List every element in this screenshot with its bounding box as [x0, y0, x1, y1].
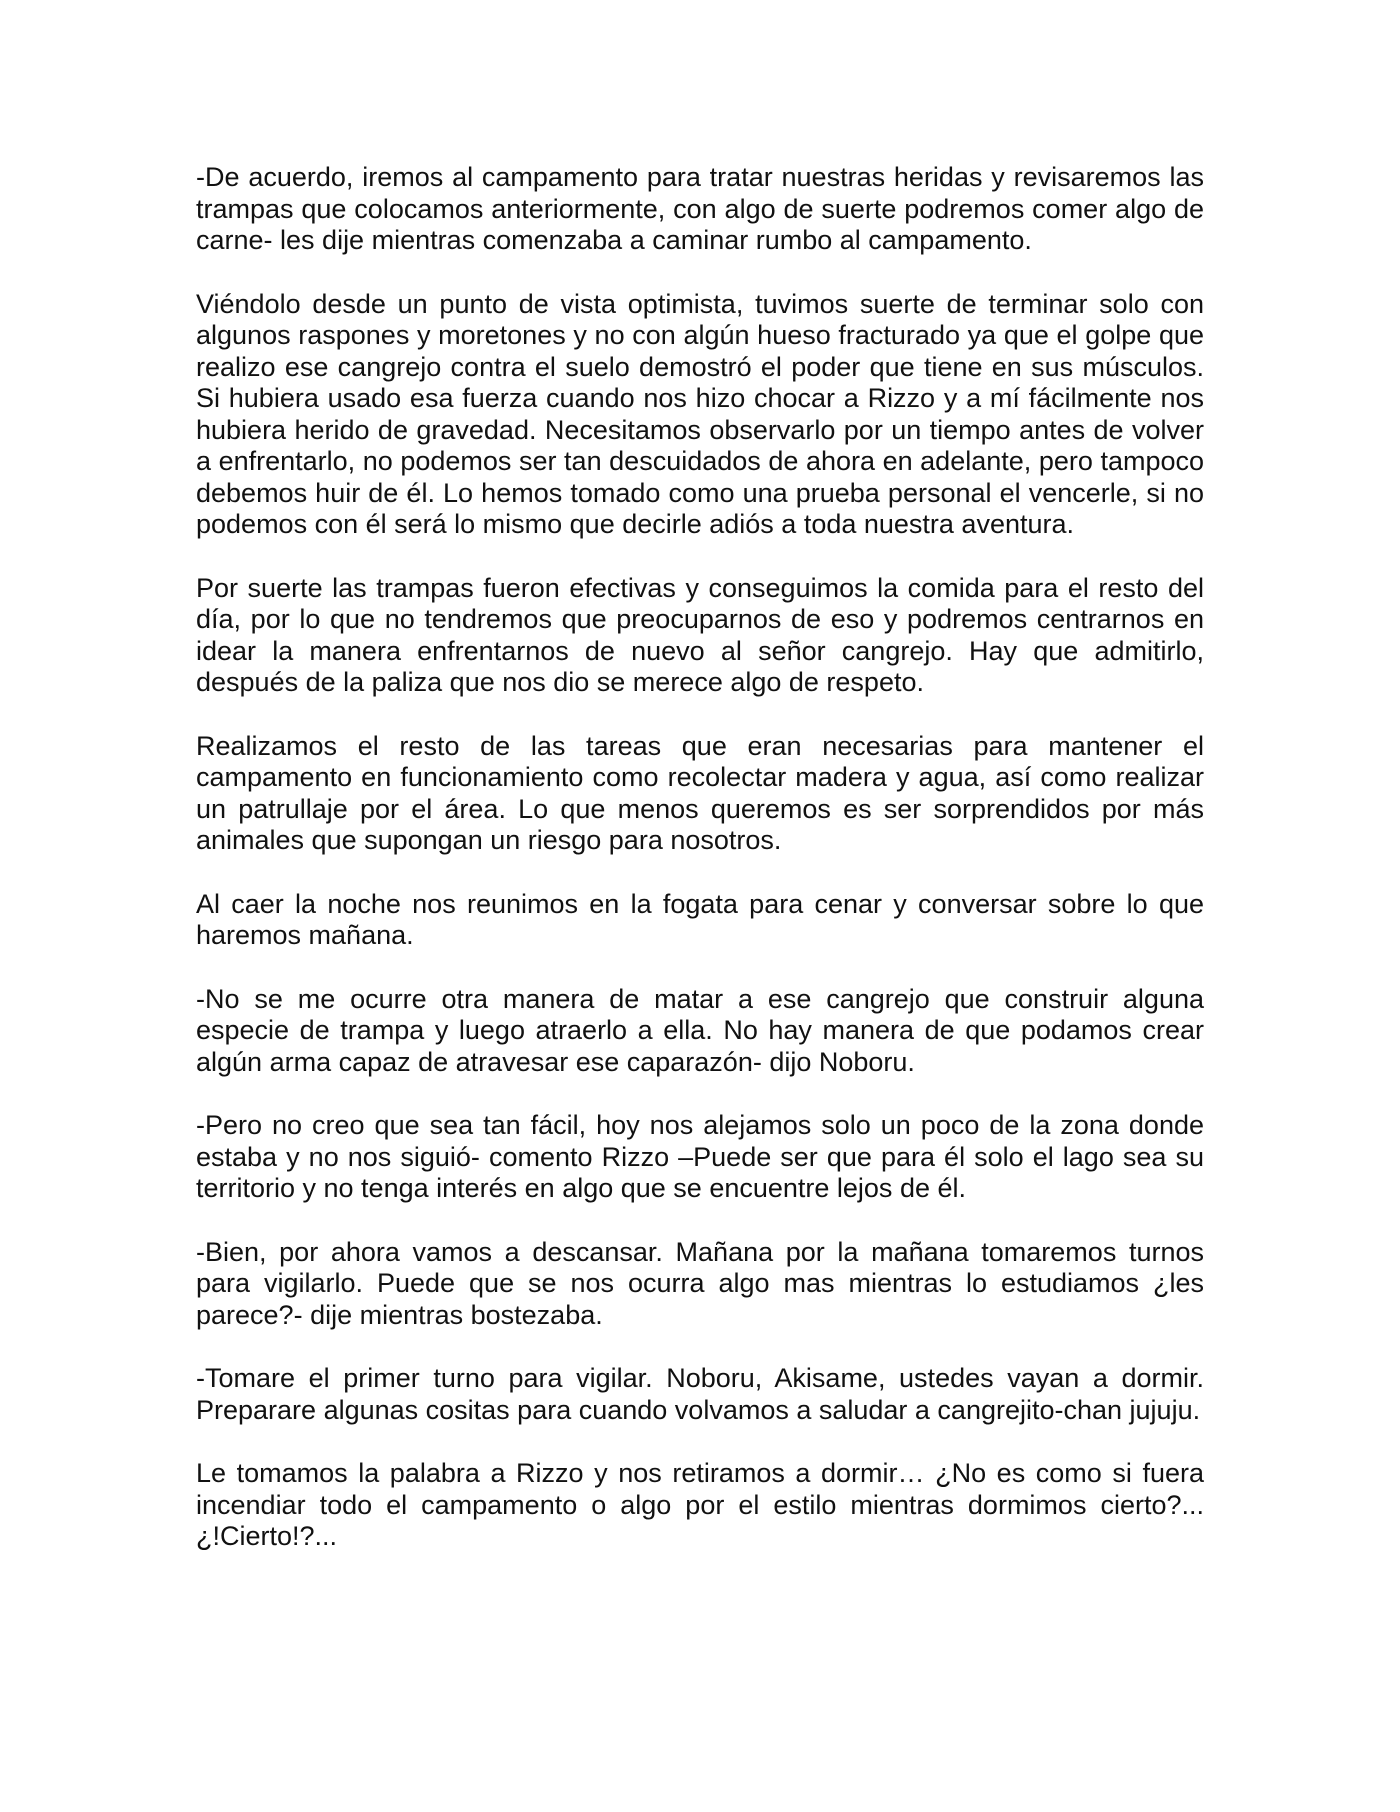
paragraph-4: Realizamos el resto de las tareas que eran necesarias para mantener el campamento en funcionamiento como recolectar madera y agua, así como realizar un patrullaje por el área. Lo que menos queremos es ser sorprendidos por más animales que supongan un riesgo para nosotros. — [196, 730, 1204, 855]
paragraph-9: -Tomare el primer turno para vigilar. Noboru, Akisame, ustedes vayan a dormir. Preparare algunas cositas para cuando volvamos a saludar a cangrejito-chan jujuju. — [196, 1363, 1204, 1425]
paragraph-1: -De acuerdo, iremos al campamento para tratar nuestras heridas y revisaremos las trampas que colocamos anteriormente, con algo de suerte podremos comer algo de carne- les dije mientras comenzaba a caminar rumbo al campamento. — [196, 162, 1204, 255]
document-page — [196, 162, 1204, 1585]
paragraph-5: Al caer la noche nos reunimos en la fogata para cenar y conversar sobre lo que haremos mañana. — [196, 888, 1204, 950]
paragraph-2: Viéndolo desde un punto de vista optimista, tuvimos suerte de terminar solo con algunos raspones y moretones y no con algún hueso fracturado ya que el golpe que realizo ese cangrejo contra el suelo demostró el poder que tiene en sus músculos. Si hubiera usado esa fuerza cuando nos hizo chocar a Rizzo y a mí fácilmente nos hubiera herido de gravedad. Necesitamos observarlo por un tiempo antes de volver a enfrentarlo, no podemos ser tan descuidados de ahora en adelante, pero tampoco debemos huir de él. Lo hemos tomado como una prueba personal el vencerle, si no podemos con él será lo mismo que decirle adiós a toda nuestra aventura. — [196, 288, 1204, 539]
paragraph-6: -No se me ocurre otra manera de matar a ese cangrejo que construir alguna especie de trampa y luego atraerlo a ella. No hay manera de que podamos crear algún arma capaz de atravesar ese caparazón- dijo Noboru. — [196, 983, 1204, 1077]
paragraph-3: Por suerte las trampas fueron efectivas y conseguimos la comida para el resto del día, por lo que no tendremos que preocuparnos de eso y podremos centrarnos en idear la manera enfrentarnos de nuevo al señor cangrejo. Hay que admitirlo, después de la paliza que nos dio se merece algo de respeto. — [196, 572, 1204, 697]
paragraph-7: -Pero no creo que sea tan fácil, hoy nos alejamos solo un poco de la zona donde estaba y no nos siguió- comento Rizzo –Puede ser que para él solo el lago sea su territorio y no tenga interés en algo que se encuentre lejos de él. — [196, 1110, 1204, 1203]
paragraph-10: Le tomamos la palabra a Rizzo y nos retiramos a dormir… ¿No es como si fuera incendiar todo el campamento o algo por el estilo mientras dormimos cierto?... ¿!Cierto!?... — [196, 1458, 1204, 1551]
paragraph-8: -Bien, por ahora vamos a descansar. Mañana por la mañana tomaremos turnos para vigilarlo. Puede que se nos ocurra algo mas mientras lo estudiamos ¿les parece?- dije mientras bostezaba. — [196, 1236, 1204, 1330]
